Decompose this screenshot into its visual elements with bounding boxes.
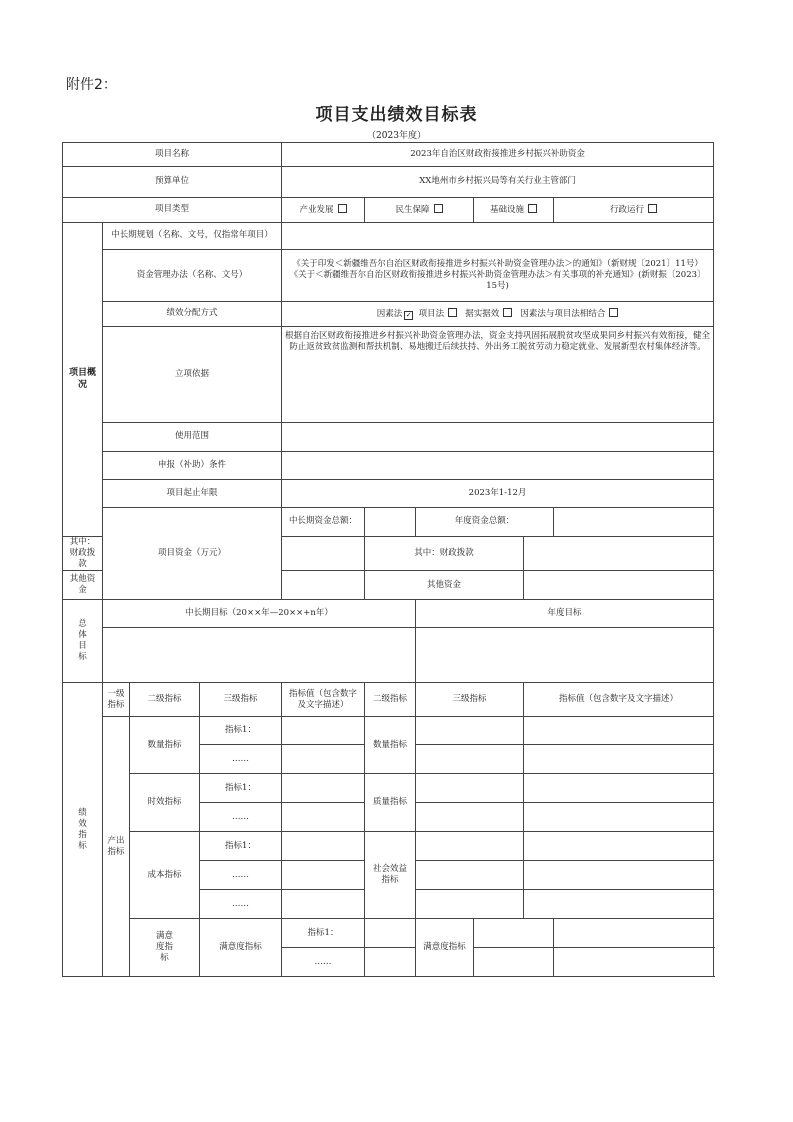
fund-method-line-1: 《关于印发＜新疆维吾尔自治区财政衔接推进乡村振兴补助资金管理办法＞的通知》（新财规〔2021〕11号） — [292, 258, 703, 269]
annual-fiscal-value[interactable] — [524, 537, 714, 571]
timeliness-label: 时效指标 — [130, 774, 200, 832]
long-fiscal-label: 其中：财政拨款 — [63, 537, 103, 571]
social-item-3[interactable] — [416, 890, 524, 919]
quality-item-1[interactable] — [416, 774, 524, 803]
long-goal-value[interactable] — [103, 628, 416, 683]
timeliness-value-more[interactable] — [282, 803, 365, 832]
fund-method-label: 资金管理办法（名称、文号） — [103, 250, 282, 302]
quantity-value-more[interactable] — [282, 745, 365, 774]
period-value[interactable]: 2023年1-12月 — [282, 480, 714, 508]
col-value-right: 指标值（包含数字及文字描述） — [524, 683, 714, 717]
social-item-1[interactable] — [416, 832, 524, 861]
social-value-3[interactable] — [524, 890, 714, 919]
long-total-label: 中长期资金总额： — [282, 508, 365, 537]
condition-label: 申报（补助）条件 — [103, 452, 282, 480]
quantity-item-1[interactable]: 指标1： — [200, 717, 282, 745]
budget-unit-value[interactable]: XX地州市乡村振兴局等有关行业主管部门 — [282, 167, 714, 198]
col-level2-left: 二级指标 — [130, 683, 200, 717]
social-value-2[interactable] — [524, 861, 714, 890]
satisfaction-right-value-more[interactable] — [554, 948, 714, 977]
quantity-right-value-more[interactable] — [524, 745, 714, 774]
satisfaction-item-more[interactable]: …… — [282, 948, 365, 977]
checkbox-icon[interactable] — [434, 204, 443, 213]
satisfaction-label: 满意度指标 — [200, 919, 282, 977]
satisfaction-right-label: 满意度指标 — [416, 919, 474, 977]
checkbox-icon[interactable] — [528, 204, 537, 213]
budget-unit-label: 预算单位 — [63, 167, 282, 198]
satisfaction-level1-label: 满意度指标 — [130, 919, 200, 977]
checkbox-icon[interactable] — [503, 308, 512, 317]
quantity-value-1[interactable] — [282, 717, 365, 745]
plan-label: 中长期规划（名称、文号，仅指常年项目） — [103, 223, 282, 250]
distribution-label: 绩效分配方式 — [103, 302, 282, 327]
long-other-label: 其他资金 — [63, 571, 103, 600]
cost-label: 成本指标 — [130, 832, 200, 919]
condition-value[interactable] — [282, 452, 714, 480]
funds-label: 项目资金（万元） — [103, 508, 282, 600]
section-overview-label: 项目概况 — [63, 223, 103, 537]
cost-item-more-2[interactable]: …… — [200, 890, 282, 919]
plan-value[interactable] — [282, 223, 714, 250]
long-other-value[interactable] — [282, 571, 365, 600]
annual-other-label: 其他资金 — [365, 571, 524, 600]
quantity-label: 数量指标 — [130, 717, 200, 774]
satisfaction-right-value-1[interactable] — [554, 919, 714, 948]
timeliness-value-1[interactable] — [282, 774, 365, 803]
output-label: 产出指标 — [103, 717, 130, 977]
social-item-2[interactable] — [416, 861, 524, 890]
checked-box-icon[interactable]: ✓ — [405, 310, 412, 319]
basis-value[interactable]: 根据自治区财政衔接推进乡村振兴补助资金管理办法，资金支持巩固拓展脱贫攻坚成果同乡村振兴有效衔接，健全防止返贫致贫监测和帮扶机制、易地搬迁后续扶持、外出务工脱贫劳动力稳定就业、发展新型农村集体经济等。 — [282, 327, 714, 423]
col-value-left: 指标值（包含数字及文字描述） — [282, 683, 365, 717]
project-name-label: 项目名称 — [63, 143, 282, 167]
quantity-right-item-more[interactable] — [416, 745, 524, 774]
goals-label: 总体目标 — [63, 600, 103, 683]
quantity-right-item-1[interactable] — [416, 717, 524, 745]
quality-label: 质量指标 — [365, 774, 416, 832]
col-level2-right: 二级指标 — [365, 683, 416, 717]
long-fiscal-value[interactable] — [282, 537, 365, 571]
col-level3-left: 三级指标 — [200, 683, 282, 717]
col-level1: 一级指标 — [103, 683, 130, 717]
social-benefit-label: 社会效益指标 — [365, 832, 416, 919]
long-total-value[interactable] — [365, 508, 416, 537]
quality-item-more[interactable] — [416, 803, 524, 832]
satisfaction-value-1[interactable] — [365, 919, 416, 948]
annual-goal-label: 年度目标 — [416, 600, 714, 628]
quality-value-more[interactable] — [524, 803, 714, 832]
scope-label: 使用范围 — [103, 423, 282, 452]
quantity-item-more[interactable]: …… — [200, 745, 282, 774]
cost-item-more[interactable]: …… — [200, 861, 282, 890]
satisfaction-right-item-1[interactable] — [474, 919, 554, 948]
long-goal-label: 中长期目标（20××年—20××+n年） — [103, 600, 416, 628]
type-option-livelihood[interactable]: 民生保障 — [365, 198, 474, 223]
cost-value-more-2[interactable] — [282, 890, 365, 919]
period-label: 项目起止年限 — [103, 480, 282, 508]
satisfaction-item-1[interactable]: 指标1： — [282, 919, 365, 948]
project-name-value[interactable]: 2023年自治区财政衔接推进乡村振兴补助资金 — [282, 143, 714, 167]
type-option-industry[interactable]: 产业发展 — [282, 198, 365, 223]
basis-label: 立项依据 — [103, 327, 282, 423]
project-type-label: 项目类型 — [63, 198, 282, 223]
page-title: 项目支出绩效目标表 — [315, 105, 478, 125]
type-option-admin[interactable]: 行政运行 — [554, 198, 714, 223]
checkbox-icon[interactable] — [648, 204, 657, 213]
cost-value-more[interactable] — [282, 861, 365, 890]
type-option-infrastructure[interactable]: 基础设施 — [474, 198, 554, 223]
annual-total-value[interactable] — [554, 508, 714, 537]
annual-fiscal-label: 其中：财政拨款 — [365, 537, 524, 571]
checkbox-icon[interactable] — [609, 308, 618, 317]
scope-value[interactable] — [282, 423, 714, 452]
performance-goal-table — [62, 142, 714, 977]
annual-total-label: 年度资金总额： — [416, 508, 554, 537]
attachment-label: 附件2： — [66, 77, 117, 93]
fund-method-value[interactable] — [282, 250, 714, 302]
social-value-1[interactable] — [524, 832, 714, 861]
checkbox-icon[interactable] — [448, 308, 457, 317]
cost-value-1[interactable] — [282, 832, 365, 861]
distribution-options[interactable]: 因素法 ✓ 项目法 据实据效 因素法与项目法相结合 — [282, 302, 714, 327]
satisfaction-value-more[interactable] — [365, 948, 416, 977]
satisfaction-right-item-more[interactable] — [474, 948, 554, 977]
quantity-right-label: 数量指标 — [365, 717, 416, 774]
checkbox-icon[interactable] — [338, 204, 347, 213]
year-subtitle: （2023年度） — [367, 131, 426, 141]
quality-value-1[interactable] — [524, 774, 714, 803]
cost-item-1[interactable]: 指标1： — [200, 832, 282, 861]
col-level3-right: 三级指标 — [416, 683, 524, 717]
annual-goal-value[interactable] — [416, 628, 714, 683]
indicators-label: 绩效指标 — [63, 683, 103, 977]
timeliness-item-more[interactable]: …… — [200, 803, 282, 832]
fund-method-line-2: 《关于＜新疆维吾尔自治区财政衔接推进乡村振兴补助资金管理办法＞有关事项的补充通知》(新财振〔2023〕15号) — [289, 269, 706, 292]
quantity-right-value-1[interactable] — [524, 717, 714, 745]
annual-other-value[interactable] — [524, 571, 714, 600]
timeliness-item-1[interactable]: 指标1： — [200, 774, 282, 803]
